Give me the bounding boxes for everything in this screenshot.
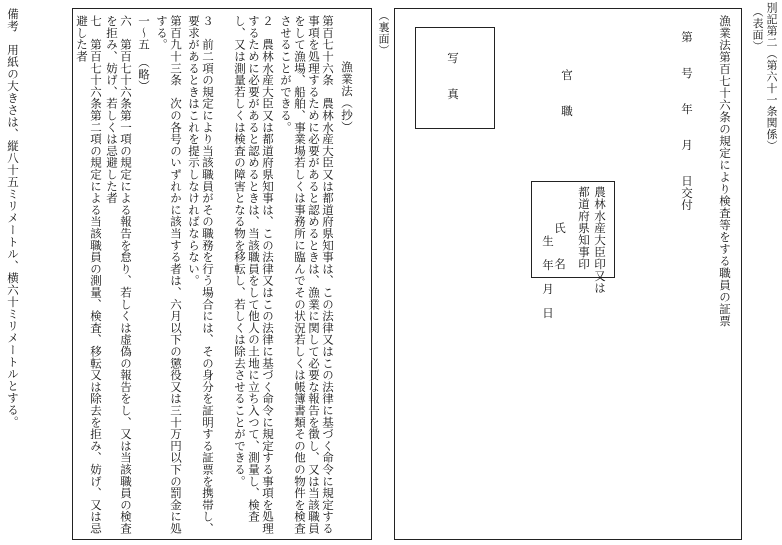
front-card <box>394 8 742 540</box>
name-label: 氏 名 <box>553 222 567 270</box>
birth-label: 生 年 月 日 <box>541 235 555 319</box>
law-paragraph-5: 一～五 （略） <box>137 15 151 92</box>
law-paragraph-6: 六 第百七十六条第一項の規定による報告を怠り、若しくは虚偽の報告をし、又は当該職員の検査を拒み、妨げ、若しくは忌避した者 <box>105 15 133 535</box>
front-title: 漁業法第百七十六条の規定により検査等をする職員の証票 <box>718 15 732 327</box>
form-label: 別記第二（第六十一条関係） <box>765 2 778 152</box>
position-label: 官 職 <box>560 69 574 117</box>
note: 備考 用紙の大きさは、縦八十五ミリメートル、横六十ミリメートルとする。 <box>6 8 20 428</box>
issuer-line-1: 農林水産大臣印又は <box>593 186 607 294</box>
photo-box <box>415 27 495 129</box>
back-card <box>72 8 372 540</box>
law-paragraph-2: ２ 農林水産大臣又は都道府県知事は、この法律又はこの法律に基づく命令に規定する事項を処理するために必要があると認めるときは、当該職員をして他人の土地に立ち入つて、測量し、検査し、又は測量若しくは検査の障害となる物を移転し、若しくは除去させることができる。 <box>233 15 275 535</box>
law-paragraph-3: ３ 前二項の規定により当該職員がその職務を行う場合には、その身分を証明する証票を携帯し、要求があるときはこれを提示しなければならない。 <box>187 15 215 535</box>
law-paragraph-4: 第百九十三条 次の各号のいずれかに該当する者は、六月以下の懲役又は三十万円以下の罰金に処する。 <box>155 15 183 535</box>
law-paragraph-7: 七 第百七十六条第二項の規定による当該職員の測量、検査、移転又は除去を拒み、妨げ、又は忌避した者 <box>75 15 103 535</box>
number-date: 第 号 年 月 日交付 <box>680 31 694 211</box>
photo-label: 写 真 <box>446 52 460 100</box>
law-paragraph-1: 第百七十六条 農林水産大臣又は都道府県知事は、この法律又はこの法律に基づく命令に規定する事項を処理するために必要があると認めるときは、漁業に関して必要な報告を徴し、又は当該職員をして漁場、船舶、事業場若しくは事務所に臨んでその状況若しくは帳簿書類その他の物件を検査させることができる。 <box>279 15 335 535</box>
back-label: （裏面） <box>377 10 390 56</box>
issuer-line-2: 都道府県知事印 <box>577 186 591 270</box>
law-heading: 漁業法（抄） <box>340 61 354 133</box>
front-label: （表面） <box>751 6 764 52</box>
